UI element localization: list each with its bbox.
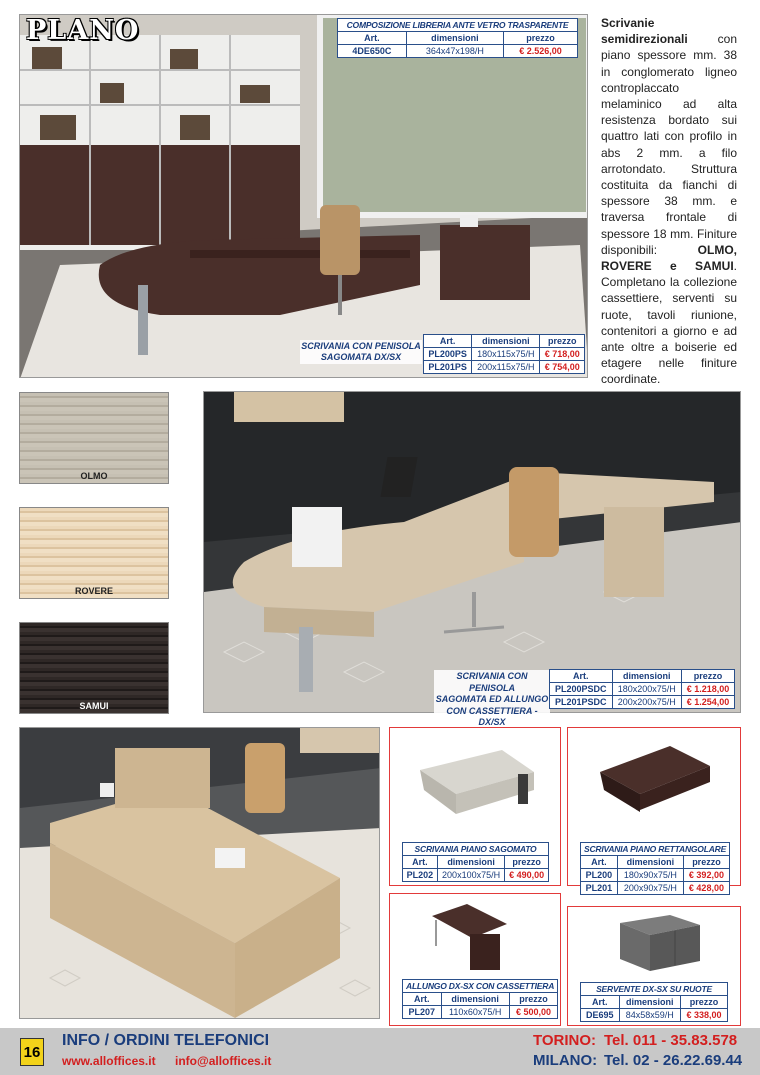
rettangolare-caption: SCRIVANIA PIANO RETTANGOLARE bbox=[581, 843, 730, 856]
libreria-price-table bbox=[337, 18, 578, 58]
swatch-samui bbox=[19, 622, 169, 714]
product-code: 4DE650C bbox=[338, 45, 407, 58]
table-row bbox=[424, 348, 585, 361]
col-prezzo: prezzo bbox=[682, 670, 735, 683]
col-prezzo: prezzo bbox=[540, 335, 585, 348]
col-dimensioni: dimensioni bbox=[441, 993, 509, 1006]
col-dimensioni: dimensioni bbox=[406, 32, 503, 45]
col-dimensioni: dimensioni bbox=[437, 856, 505, 869]
product-price: € 392,00 bbox=[683, 869, 729, 882]
swatch-olmo bbox=[19, 392, 169, 484]
product-price: € 428,00 bbox=[683, 882, 729, 895]
desk-rettangolare-image bbox=[570, 732, 740, 842]
col-prezzo: prezzo bbox=[503, 32, 577, 45]
footer-web-link[interactable]: www.alloffices.it bbox=[62, 1054, 156, 1068]
col-prezzo: prezzo bbox=[509, 993, 557, 1006]
swatch-label: SAMUI bbox=[79, 701, 109, 711]
table-row bbox=[581, 869, 730, 882]
col-dimensioni: dimensioni bbox=[472, 335, 540, 348]
swatch-label: OLMO bbox=[80, 471, 108, 481]
product-dimensions: 200x90x75/H bbox=[617, 882, 683, 895]
table-row bbox=[403, 869, 549, 882]
sagomato-caption: SCRIVANIA PIANO SAGOMATO bbox=[403, 843, 549, 856]
col-prezzo: prezzo bbox=[683, 856, 729, 869]
product-code: PL201PS bbox=[424, 361, 472, 374]
servente-price-table bbox=[580, 982, 728, 1022]
swatch-label: ROVERE bbox=[74, 586, 113, 596]
top-office-illustration bbox=[20, 15, 588, 378]
description-text bbox=[601, 15, 737, 388]
rettangolare-price-table bbox=[580, 842, 730, 895]
col-art: Art. bbox=[403, 993, 442, 1006]
col-art: Art. bbox=[403, 856, 438, 869]
description-lead: Scrivanie semidirezionali bbox=[601, 16, 688, 47]
brand-title: PLANO bbox=[26, 15, 140, 46]
col-art: Art. bbox=[424, 335, 472, 348]
product-dimensions: 180x200x75/H bbox=[612, 683, 682, 696]
torino-label: TORINO: bbox=[533, 1032, 597, 1049]
product-price: € 500,00 bbox=[509, 1006, 557, 1019]
allungo-penisola-caption-line2: SAGOMATA ED ALLUNGO bbox=[435, 694, 549, 704]
footer-email-link[interactable]: info@alloffices.it bbox=[175, 1054, 272, 1068]
table-row bbox=[403, 1006, 558, 1019]
allungo-penisola-caption-line1: SCRIVANIA CON PENISOLA bbox=[456, 671, 528, 693]
description-finishes: OLMO, ROVERE e SAMUI bbox=[601, 242, 737, 274]
product-dimensions: 200x100x75/H bbox=[437, 869, 505, 882]
penisola-caption-line1: SCRIVANIA CON PENISOLA bbox=[301, 341, 421, 351]
servente-image bbox=[570, 909, 740, 979]
description-body-1: con piano spessore mm. 38 in conglomerato ligneo controplaccato melaminico ad alta resistenza bordato sui quattro lati con profilo in abs 2 mm. a filo arrotondato. Struttura costituita da fianchi di spessore 38 mm. e traversa frontale di spessore 18 mm. Finiture disponibili: bbox=[601, 32, 737, 257]
torino-phone[interactable]: Tel. 011 - 35.83.578 bbox=[604, 1032, 738, 1049]
penisola-caption bbox=[300, 340, 422, 364]
product-code: PL201PSDC bbox=[550, 696, 613, 709]
product-dimensions: 200x115x75/H bbox=[472, 361, 540, 374]
milano-phone[interactable]: Tel. 02 - 26.22.69.44 bbox=[604, 1052, 743, 1069]
table-row bbox=[550, 696, 735, 709]
product-code: DE695 bbox=[581, 1009, 620, 1022]
product-dimensions: 200x200x75/H bbox=[612, 696, 682, 709]
desk-sagomato-image bbox=[392, 732, 560, 842]
allungo-price-table bbox=[402, 979, 558, 1019]
col-art: Art. bbox=[550, 670, 613, 683]
allungo-penisola-caption-line3: CON CASSETTIERA - DX/SX bbox=[446, 705, 538, 727]
product-code: PL207 bbox=[403, 1006, 442, 1019]
product-price: € 754,00 bbox=[540, 361, 585, 374]
product-price: € 718,00 bbox=[540, 348, 585, 361]
middle-office-illustration bbox=[204, 392, 741, 713]
top-office-photo bbox=[19, 14, 588, 378]
table-row bbox=[550, 683, 735, 696]
allungo-penisola-price-table bbox=[549, 669, 735, 709]
bottom-office-photo bbox=[19, 727, 380, 1019]
product-code: PL202 bbox=[403, 869, 438, 882]
col-art: Art. bbox=[581, 856, 618, 869]
product-dimensions: 180x90x75/H bbox=[617, 869, 683, 882]
penisola-price-table bbox=[423, 334, 585, 374]
col-dimensioni: dimensioni bbox=[619, 996, 680, 1009]
product-price: € 2.526,00 bbox=[503, 45, 577, 58]
product-dimensions: 84x58x59/H bbox=[619, 1009, 680, 1022]
col-dimensioni: dimensioni bbox=[617, 856, 683, 869]
servente-caption: SERVENTE DX-SX SU RUOTE bbox=[581, 983, 728, 996]
table-row bbox=[424, 361, 585, 374]
col-prezzo: prezzo bbox=[505, 856, 549, 869]
product-code: PL201 bbox=[581, 882, 618, 895]
product-code: PL200PS bbox=[424, 348, 472, 361]
allungo-image bbox=[392, 896, 560, 976]
table-row bbox=[581, 1009, 728, 1022]
product-dimensions: 364x47x198/H bbox=[406, 45, 503, 58]
milano-label: MILANO: bbox=[533, 1052, 598, 1069]
product-price: € 338,00 bbox=[681, 1009, 728, 1022]
libreria-caption: COMPOSIZIONE LIBRERIA ANTE VETRO TRASPARENTE bbox=[338, 19, 578, 32]
product-price: € 490,00 bbox=[505, 869, 549, 882]
allungo-penisola-caption bbox=[434, 670, 550, 730]
swatch-rovere bbox=[19, 507, 169, 599]
penisola-caption-line2: SAGOMATA DX/SX bbox=[320, 352, 402, 362]
product-code: PL200PSDC bbox=[550, 683, 613, 696]
col-art: Art. bbox=[338, 32, 407, 45]
sagomato-price-table bbox=[402, 842, 549, 882]
product-code: PL200 bbox=[581, 869, 618, 882]
allungo-caption: ALLUNGO DX-SX CON CASSETTIERA bbox=[403, 980, 558, 993]
description-body-2: . Completano la collezione cassettiere, serventi su ruote, tavoli riunione, contenitori a giorno e ad ante oltre a boiserie ed etagere nelle finiture coordinate. bbox=[601, 259, 737, 387]
product-dimensions: 180x115x75/H bbox=[472, 348, 540, 361]
col-art: Art. bbox=[581, 996, 620, 1009]
product-price: € 1.254,00 bbox=[682, 696, 735, 709]
col-prezzo: prezzo bbox=[681, 996, 728, 1009]
footer-title: INFO / ORDINI TELEFONICI bbox=[62, 1032, 270, 1049]
page-number: 16 bbox=[20, 1038, 44, 1066]
table-row bbox=[338, 45, 578, 58]
table-row bbox=[581, 882, 730, 895]
col-dimensioni: dimensioni bbox=[612, 670, 682, 683]
product-dimensions: 110x60x75/H bbox=[441, 1006, 509, 1019]
product-price: € 1.218,00 bbox=[682, 683, 735, 696]
middle-office-photo bbox=[203, 391, 741, 713]
bottom-office-illustration bbox=[20, 728, 380, 1019]
